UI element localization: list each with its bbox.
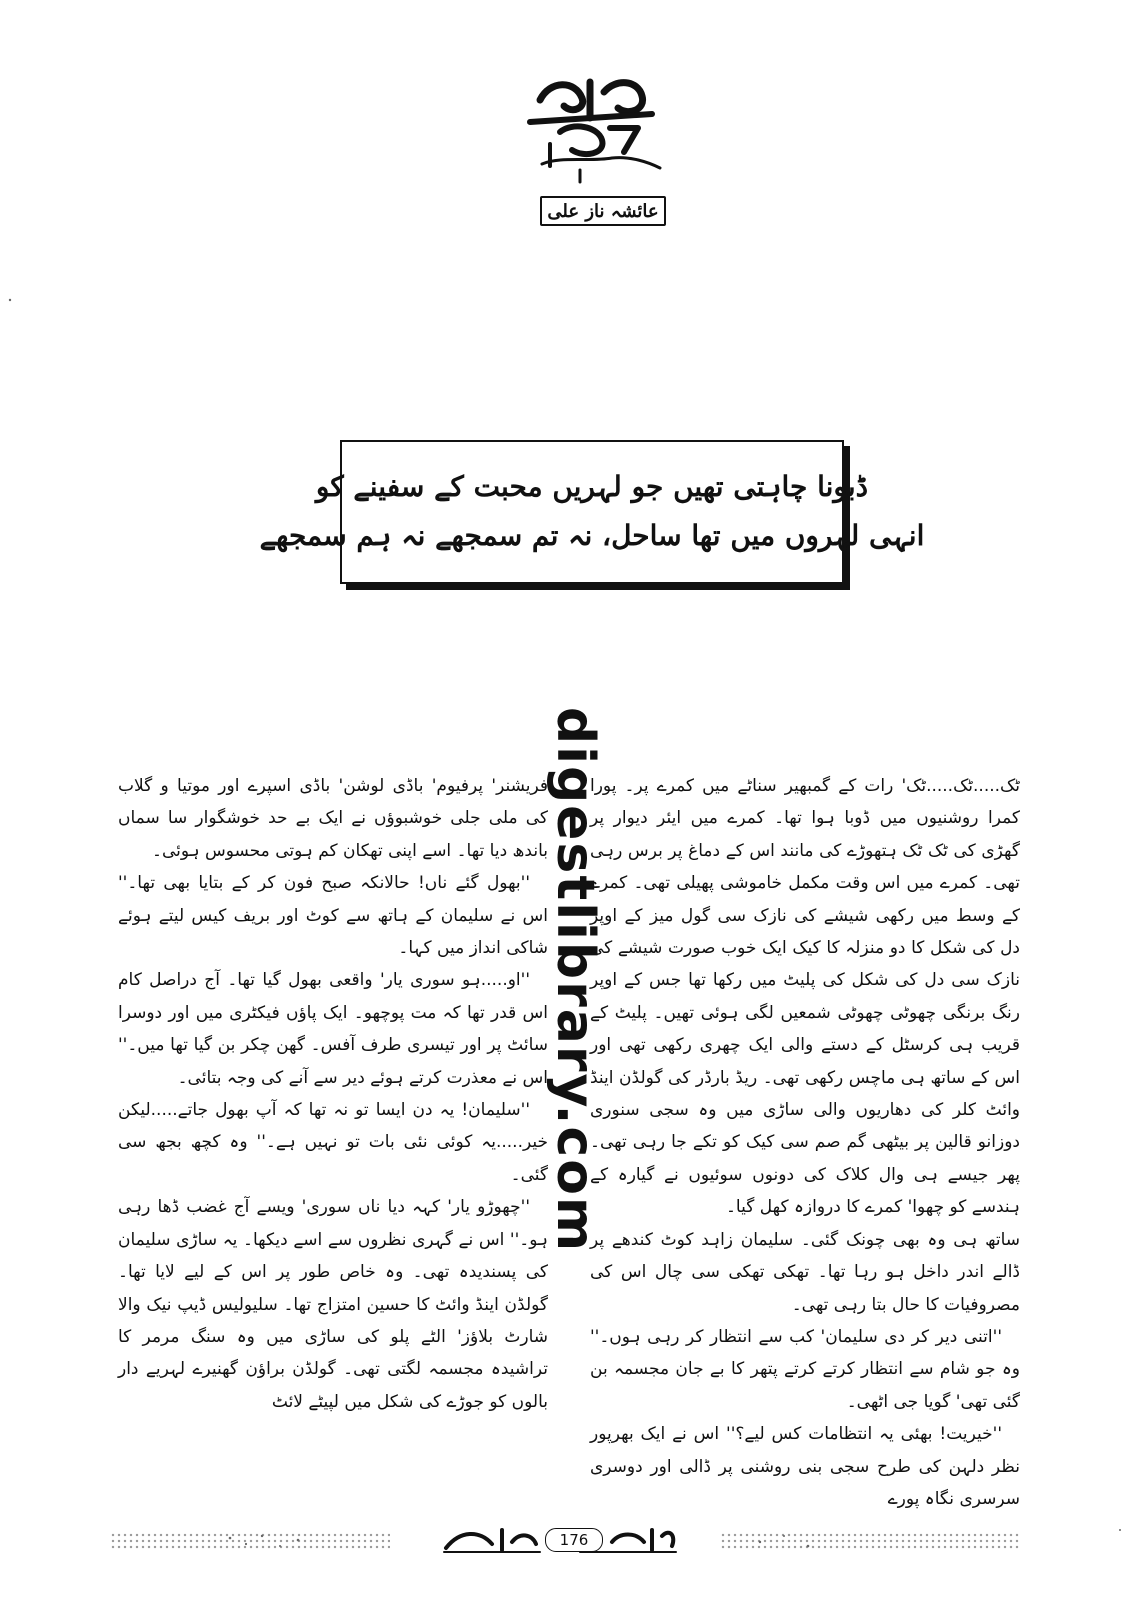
title-calligraphy-icon (520, 70, 670, 190)
paragraph: ٹک.....ٹک.....ٹک' رات کے گمبھیر سناٹے میں کمرے پر۔ پورا کمرا روشنیوں میں ڈوبا ہوا تھا۔ کمرے میں ایئر دیوار پر گھڑی کی ٹک ٹک ہتھوڑے کی مانند اس کے دماغ پر برس رہی تھی۔ کمرے میں اس وقت مکمل خاموشی پھیلی تھی۔ کمرے کے وسط میں رکھی شیشے کی نازک سی گول میز کے اوپر دل کی شکل کا دو منزلہ کا کیک ایک خوب صورت شیشے کی نازک سی دل کی شکل کی پلیٹ میں رکھا تھا جس کے اوپر رنگ برنگی چھوٹی چھوٹی شمعیں لگی ہوئی تھیں۔ پلیٹ کے قریب ہی کرسٹل کے دستے والی ایک چھری رکھی تھی اور اس کے ساتھ ہی ماچس رکھی تھی۔ ریڈ بارڈر کی گولڈن اینڈ وائٹ کلر کی دھاریوں والی ساڑی میں وہ سجی سنوری دوزانو قالین پر بیٹھی گم صم سی کیک کو تکے جا رہی تھی۔ پھر جیسے ہی وال کلاک کی دونوں سوئیوں نے گیارہ کے ہندسے کو چھوا' کمرے کا دروازہ کھل گیا۔ (590, 776, 1020, 1218)
paragraph: ''خیریت! بھئی یہ انتظامات کس لیے؟'' اس نے ایک بھرپور نظر دلہن کی طرح سجی بنی روشنی پر ڈالی اور دوسری سرسری نگاہ پورے (590, 1424, 1020, 1509)
footer-dot-pattern (110, 1532, 390, 1550)
story-title-logo (520, 70, 670, 190)
paragraph: ساتھ ہی وہ بھی چونک گئی۔ سلیمان زاہد کوٹ کندھے پر ڈالے اندر داخل ہو رہا تھا۔ تھکی تھکی سی چال اس کی مصروفیات کا حال بتا رہی تھی۔ (590, 1229, 1020, 1315)
paragraph: ''او.....ہو سوری یار' واقعی بھول گیا تھا۔ آج دراصل کام اس قدر تھا کہ مت پوچھو۔ ایک پاؤں فیکٹری میں اور دوسرا سائٹ پر اور تیسری طرف آفس۔ گھن چکر بن گیا تھا میں۔'' اس نے معذرت کرتے ہوئے دیر سے آنے کی وجہ بتائی۔ (118, 970, 548, 1088)
page-number: 176 (545, 1528, 603, 1552)
paragraph: ''چھوڑو یار' کہہ دیا ناں سوری' ویسے آج غضب ڈھا رہی ہو۔'' اس نے گہری نظروں سے اسے دیکھا۔ یہ ساڑی سلیمان کی پسندیدہ تھی۔ وہ خاص طور پر اس کے لیے لایا تھا۔ گولڈن اینڈ وائٹ کا حسین امتزاج تھا۔ سلیولیس ڈیپ نیک والا شارٹ بلاؤز' الٹے پلو کی ساڑی میں وہ سنگ مرمر کا تراشیدہ مجسمہ لگتی تھی۔ گولڈن براؤن گھنیرے لہریے دار بالوں کو جوڑے کی شکل میں لپیٹے لائٹ (118, 1197, 548, 1412)
footer-dot-pattern (720, 1532, 1020, 1550)
page-footer (0, 1520, 1136, 1560)
paragraph: فریشنر' پرفیوم' باڈی لوشن' باڈی اسپرے اور موتیا و گلاب کی ملی جلی خوشبوؤں نے ایک بے حد خوشگوار سا سماں باندھ دیا تھا۔ اسے اپنی تھکان کم ہوتی محسوس ہوئی۔ (118, 776, 548, 861)
watermark-text: digestlibrary.com (545, 706, 605, 1254)
text-column-left (118, 770, 548, 1418)
paragraph: ''سلیمان! یہ دن ایسا تو نہ تھا کہ آپ بھول جاتے.....لیکن خیر.....یہ کوئی نئی بات تو نہیں ہے۔'' وہ کچھ بجھ سی گئی۔ (118, 1100, 548, 1185)
couplet-line-2: انہی لہروں میں تھا ساحل، نہ تم سمجھے نہ ہم سمجھے (259, 519, 925, 552)
text-column-right (590, 770, 1020, 1515)
couplet-line-1: ڈبونا چاہتی تھیں جو لہریں محبت کے سفینے کو (315, 470, 869, 504)
paragraph: ''بھول گئے ناں! حالانکہ صبح فون کر کے بتایا بھی تھا۔'' اس نے سلیمان کے ہاتھ سے کوٹ اور بریف کیس لیتے ہوئے شاکی انداز میں کہا۔ (118, 873, 548, 959)
couplet-box (259, 440, 925, 584)
author-name: عائشہ ناز علی (540, 196, 666, 226)
paragraph: ''اتنی دیر کر دی سلیمان' کب سے انتظار کر رہی ہوں۔'' وہ جو شام سے انتظار کرتے کرتے پتھر کا بے جان مجسمہ بن گئی تھی' گویا جی اٹھی۔ (590, 1326, 1020, 1412)
